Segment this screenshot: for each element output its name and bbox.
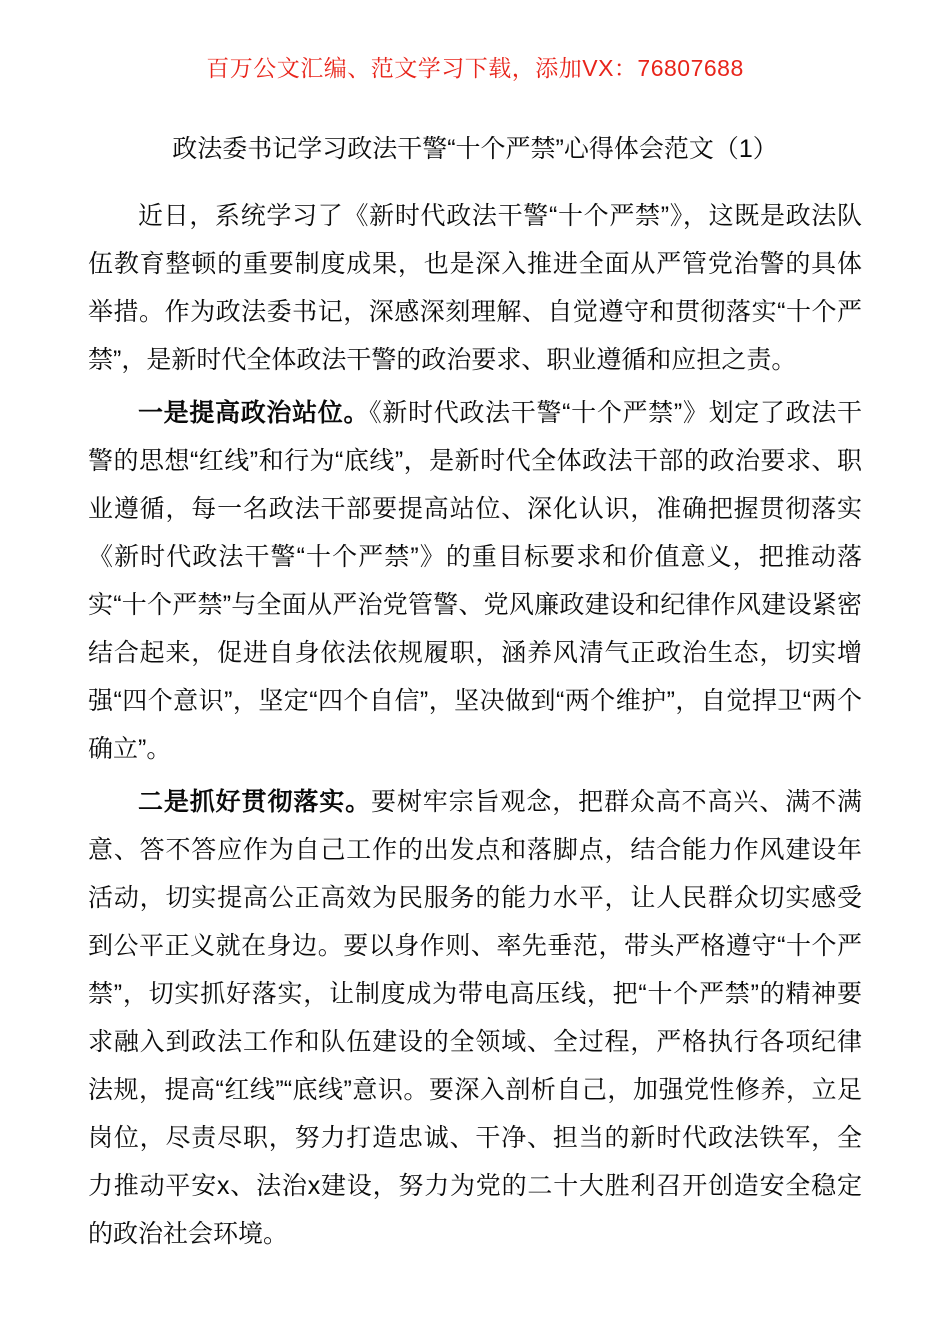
paragraph-2: [88, 389, 862, 773]
paragraph-3-lead: 二是抓好贯彻落实。: [138, 788, 371, 816]
document-title: 政法委书记学习政法干警“十个严禁”心得体会范文（1）: [172, 135, 778, 163]
paragraph-1: [88, 192, 862, 384]
paragraph-1-text: 近日，系统学习了《新时代政法干警“十个严禁”》，这既是政法队伍教育整顿的重要制度成果，也是深入推进全面从严管党治警的具体举措。作为政法委书记，深感深刻理解、自觉遵守和贯彻落实“十个严禁”，是新时代全体政法干警的政治要求、职业遵循和应担之责。: [88, 202, 862, 374]
header-notice: 百万公文汇编、范文学习下载，添加VX：76807688: [206, 55, 744, 81]
document-body: [88, 192, 862, 1258]
paragraph-2-lead: 一是提高政治站位。: [138, 399, 370, 427]
paragraph-3-text: 要树牢宗旨观念，把群众高不高兴、满不满意、答不答应作为自己工作的出发点和落脚点，结合能力作风建设年活动，切实提高公正高效为民服务的能力水平，让人民群众切实感受到公平正义就在身边。要以身作则、率先垂范，带头严格遵守“十个严禁”，切实抓好落实，让制度成为带电高压线，把“十个严禁”的精神要求融入到政法工作和队伍建设的全领域、全过程，严格执行各项纪律法规，提高“红线”“底线”意识。要深入剖析自己，加强党性修养，立足岗位，尽责尽职，努力打造忠诚、干净、担当的新时代政法铁军，全力推动平安x、法治x建设，努力为党的二十大胜利召开创造安全稳定的政治社会环境。: [88, 788, 862, 1248]
paragraph-2-text: 《新时代政法干警“十个严禁”》划定了政法干警的思想“红线”和行为“底线”，是新时代全体政法干部的政治要求、职业遵循，每一名政法干部要提高站位、深化认识，准确把握贯彻落实《新时代政法干警“十个严禁”》的重目标要求和价值意义，把推动落实“十个严禁”与全面从严治党管警、党风廉政建设和纪律作风建设紧密结合起来，促进自身依法依规履职，涵养风清气正政治生态，切实增强“四个意识”，坚定“四个自信”，坚决做到“两个维护”，自觉捍卫“两个确立”。: [88, 399, 862, 763]
paragraph-3: [88, 778, 862, 1258]
